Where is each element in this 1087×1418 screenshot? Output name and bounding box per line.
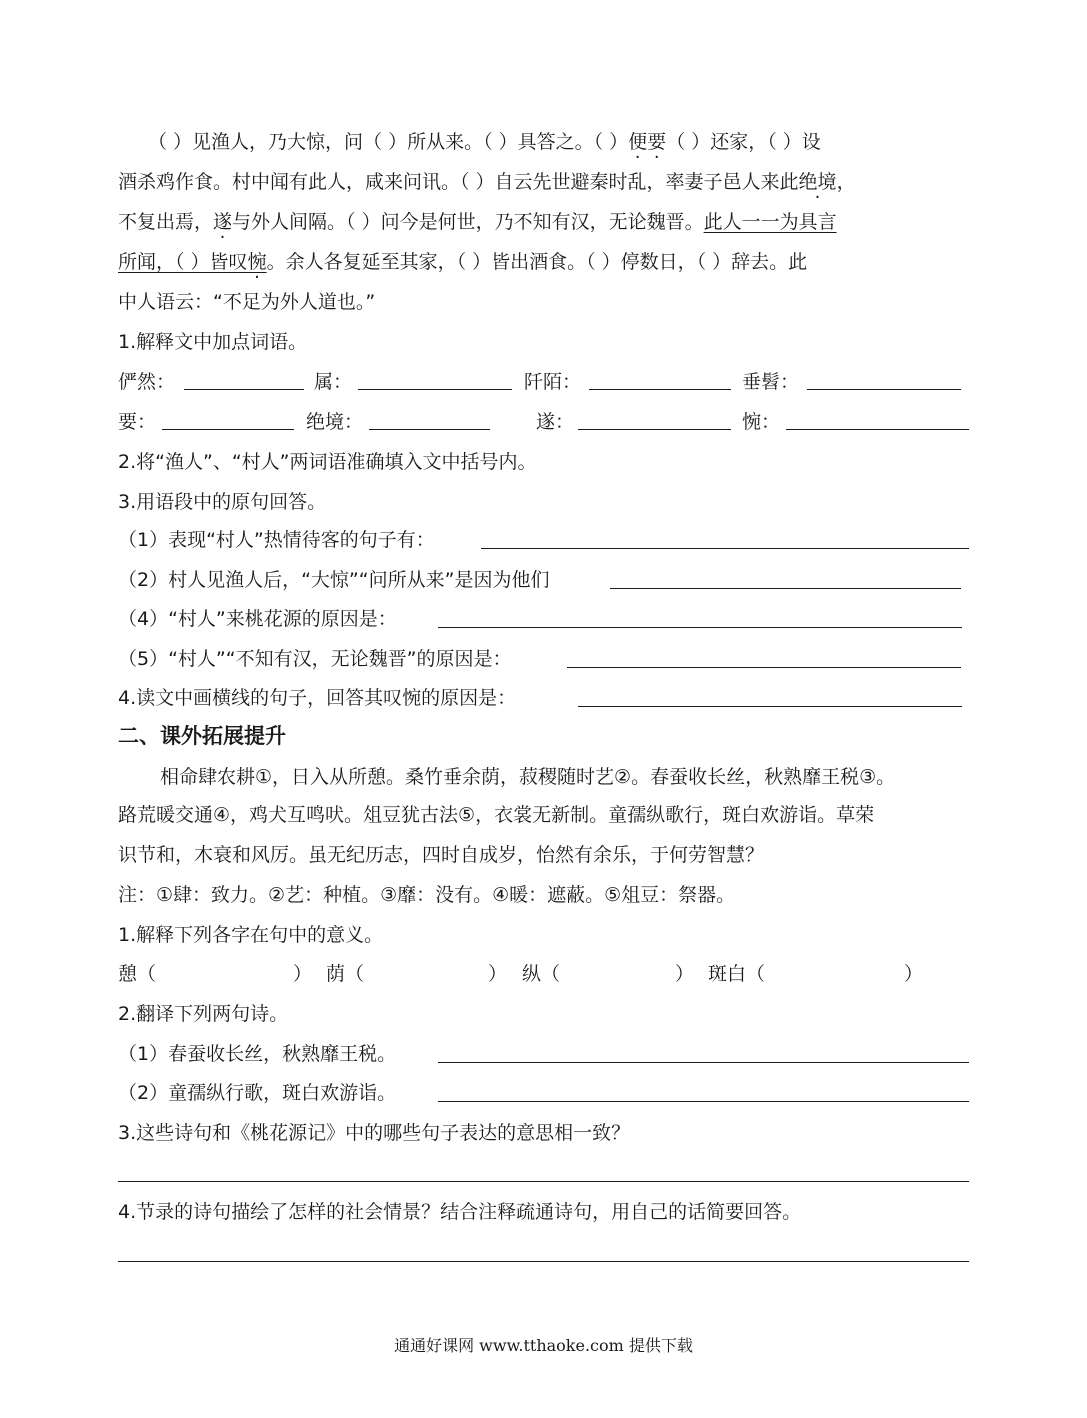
item-qi-open: 憩（ [118, 963, 157, 985]
question-1: 1.解释文中加点词语。 [118, 331, 308, 353]
item-zong-close: ） [675, 963, 695, 985]
blank-yanran[interactable] [184, 389, 304, 390]
dotted-word-bian: 便 [628, 131, 648, 153]
blank-s2-q4[interactable] [118, 1261, 969, 1262]
blank-q3-2[interactable] [610, 588, 961, 589]
underlined-sentence: 此人一一为具言 [703, 211, 837, 233]
poem-notes: 注：①肆：致力。②艺：种植。③靡：没有。④暖：遮蔽。⑤俎豆：祭器。 [118, 884, 736, 906]
passage-line-1: （ ）见渔人，乃大惊，问（ ）所从来。（ ）具答之。（ ）便要（ ）还家，（ ）设 [148, 131, 821, 153]
blank-q3-4[interactable] [438, 627, 962, 628]
q3-sub-2: （2）村人见渔人后，“大惊”“问所从来”是因为他们 [118, 569, 550, 591]
label-yao: 要： [118, 411, 157, 433]
passage-line-2: 酒杀鸡作食。村中闻有此人，咸来问讯。（ ）自云先世避秦时乱，率妻子邑人来此绝境， [118, 171, 856, 193]
poem-line-3: 识节和，木衰和风厉。虽无纪历志，四时自成岁，怡然有余乐，于何劳智慧？ [118, 844, 765, 866]
label-yanran: 俨然： [118, 371, 176, 393]
poem-line-2: 路荒暖交通④，鸡犬互鸣吠。俎豆犹古法⑤，衣裳无新制。童孺纵歌行，斑白欢游诣。草荣 [118, 804, 875, 826]
blank-s2-q3[interactable] [118, 1181, 969, 1182]
s2-question-3: 3.这些诗句和《桃花源记》中的哪些句子表达的意思相一致？ [118, 1122, 631, 1144]
passage-line-4: 所闻，（ ）皆叹惋。余人各复延至其家，（ ）皆出酒食。（ ）停数日，（ ）辞去。此 [118, 251, 808, 273]
s2-q2-sub-2: （2）童孺纵行歌，斑白欢游诣。 [118, 1082, 397, 1104]
s2-question-4: 4.节录的诗句描绘了怎样的社会情景？结合注释疏通诗句，用自己的话简要回答。 [118, 1201, 802, 1223]
label-wan: 惋： [742, 411, 781, 433]
blank-sui[interactable] [578, 429, 731, 430]
item-yin-close: ） [488, 963, 508, 985]
label-juejing: 绝境： [306, 411, 364, 433]
q3-sub-5: （5）“村人”“不知有汉，无论魏晋”的原因是： [118, 648, 512, 670]
blank-s2-q2-2[interactable] [438, 1101, 969, 1102]
question-2: 2.将“渔人”、“村人”两词语准确填入文中括号内。 [118, 451, 537, 473]
blank-s2-q2-1[interactable] [438, 1062, 969, 1063]
s2-question-2: 2.翻译下列两句诗。 [118, 1003, 289, 1025]
question-4: 4.读文中画横线的句子，回答其叹惋的原因是： [118, 687, 517, 709]
page-footer: 通通好课网 www.tthaoke.com 提供下载 [394, 1336, 693, 1355]
item-yin-open: 荫（ [326, 963, 365, 985]
item-banbai-open: 斑白（ [708, 963, 766, 985]
blank-q3-5[interactable] [567, 667, 961, 668]
q3-sub-4: （4）“村人”来桃花源的原因是： [118, 608, 397, 630]
dotted-word-sui: 遂 [213, 211, 233, 233]
underlined-sentence-cont: 所闻，（ ）皆叹惋 [118, 251, 267, 273]
dotted-word-juejing: 绝境 [798, 171, 837, 193]
section-2-heading: 二、课外拓展提升 [118, 724, 286, 748]
label-sui: 遂： [536, 411, 575, 433]
s2-q2-sub-1: （1）春蚕收长丝，秋熟靡王税。 [118, 1043, 397, 1065]
label-shu: 属： [314, 371, 353, 393]
blank-juejing[interactable] [369, 429, 490, 430]
q3-sub-1: （1）表现“村人”热情待客的句子有： [118, 529, 435, 551]
item-zong-open: 纵（ [522, 963, 561, 985]
blank-yao[interactable] [162, 429, 294, 430]
blank-shu[interactable] [358, 389, 512, 390]
s2-question-1: 1.解释下列各字在句中的意义。 [118, 924, 384, 946]
blank-chuitiao[interactable] [807, 389, 961, 390]
label-chuitiao: 垂髫： [742, 371, 800, 393]
dotted-word-yao: 要 [647, 131, 667, 153]
passage-line-5: 中人语云：“不足为外人道也。” [118, 291, 376, 313]
label-qianmo: 阡陌： [524, 371, 582, 393]
item-banbai-close: ） [904, 963, 924, 985]
dotted-word-wan: 惋 [247, 251, 267, 273]
blank-q4[interactable] [578, 706, 962, 707]
question-3: 3.用语段中的原句回答。 [118, 491, 327, 513]
blank-wan[interactable] [786, 429, 969, 430]
passage-line-3: 不复出焉，遂与外人间隔。（ ）问今是何世，乃不知有汉，无论魏晋。此人一一为具言 [118, 211, 837, 233]
blank-qianmo[interactable] [589, 389, 731, 390]
item-qi-close: ） [293, 963, 313, 985]
blank-q3-1[interactable] [481, 548, 969, 549]
poem-line-1: 相命肆农耕①，日入从所憩。桑竹垂余荫，菽稷随时艺②。春蚕收长丝，秋熟靡王税③。 [160, 766, 896, 788]
